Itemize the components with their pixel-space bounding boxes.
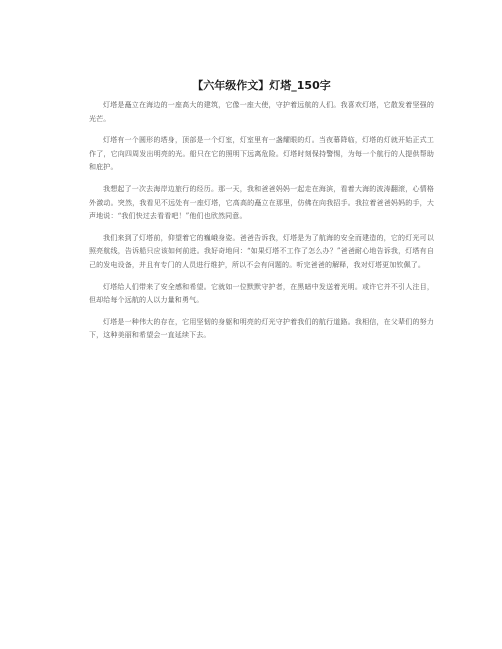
paragraph-5: 灯塔给人们带来了安全感和希望。它就如一位默默守护者，在黑暗中发送着光明。或许它并不引人注目，但却给每个远航的人以力量和勇气。 xyxy=(89,282,434,305)
document-page xyxy=(89,79,434,351)
paragraph-4: 我们来到了灯塔前，仰望着它的巍峨身姿。爸爸告诉我，灯塔是为了航海的安全而建造的，它的灯光可以照亮航线，告诉船只应该如何前进。我好奇地问：“如果灯塔不工作了怎么办？”爸爸耐心地告诉我，灯塔有自己的发电设备，并且有专门的人员进行维护，所以不会有问题的。听完爸爸的解释，我对灯塔更加钦佩了。 xyxy=(89,233,434,269)
paragraph-3: 我想起了一次去海岸边旅行的经历。那一天，我和爸爸妈妈一起走在海滨，看着大海的波涛翻滚，心情格外激动。突然，我看见不远处有一座灯塔，它高高的矗立在那里，仿佛在向我招手。我拉着爸爸妈妈的手，大声地说：“我们快过去看看吧！”他们也欣然同意。 xyxy=(89,184,434,221)
paragraph-6: 灯塔是一种伟大的存在，它用坚韧的身躯和明亮的灯光守护着我们的航行道路。我相信，在父辈们的努力下，这种美丽和希望会一直延续下去。 xyxy=(89,317,434,340)
paragraph-2: 灯塔有一个圆形的塔身，顶部是一个灯室，灯室里有一盏耀眼的灯。当夜幕降临，灯塔的灯就开始正式工作了，它向四周发出明亮的光。船只在它的照明下远离危险。灯塔时刻保持警惕，为每一个航行的人提供帮助和庇护。 xyxy=(89,136,434,172)
paragraph-1: 灯塔是矗立在海边的一座高大的建筑，它像一座大使，守护着远航的人们。我喜欢灯塔，它散发着坚强的光芒。 xyxy=(89,101,434,123)
document-title: 【六年级作文】灯塔_150字 xyxy=(192,79,331,92)
